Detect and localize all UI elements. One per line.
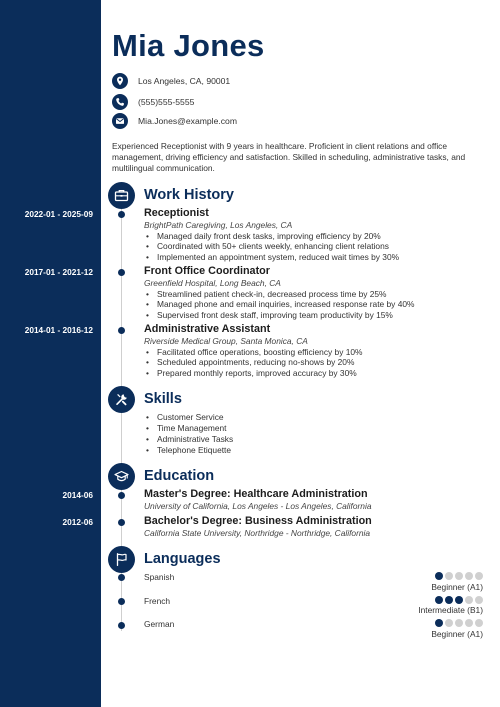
rating-dot	[465, 572, 473, 580]
map-pin-icon	[112, 73, 128, 89]
education-date: 2014-06	[62, 490, 93, 500]
job-bullets	[146, 289, 489, 322]
job-company: BrightPath Caregiving, Los Angeles, CA	[144, 220, 293, 230]
phone-text: (555)555-5555	[138, 97, 195, 107]
rating-dot	[435, 596, 443, 604]
language-level: Beginner (A1)	[431, 582, 483, 592]
timeline-dot	[118, 269, 125, 276]
work-date: 2017-01 - 2021-12	[24, 267, 93, 277]
language-level: Beginner (A1)	[431, 629, 483, 639]
list-item: • Implemented an appointment system, reduced wait times by 30%	[146, 252, 489, 263]
skill-item: • Telephone Etiquette	[146, 445, 489, 456]
rating-dot	[455, 619, 463, 627]
rating-dot	[475, 596, 483, 604]
job-title: Front Office Coordinator	[144, 265, 270, 277]
degree-title: Bachelor's Degree: Business Administration	[144, 515, 372, 527]
graduation-cap-icon	[108, 463, 135, 490]
language-rating	[435, 596, 483, 604]
work-date: 2014-01 - 2016-12	[24, 325, 93, 335]
degree-title: Master's Degree: Healthcare Administration	[144, 488, 368, 500]
work-entry	[144, 207, 489, 263]
briefcase-icon	[108, 182, 135, 209]
rating-dot	[475, 619, 483, 627]
section-title-education: Education	[144, 468, 215, 484]
timeline-dot	[118, 598, 125, 605]
skill-item: • Customer Service	[146, 412, 489, 423]
rating-dot	[435, 619, 443, 627]
list-item: • Coordinated with 50+ clients weekly, enhancing client relations	[146, 241, 489, 252]
skill-item: • Time Management	[146, 423, 489, 434]
section-title-work-history: Work History	[144, 187, 234, 203]
job-title: Receptionist	[144, 207, 209, 219]
language-name: German	[144, 619, 175, 629]
rating-dot	[455, 596, 463, 604]
list-item: • Supervised front desk staff, improving team productivity by 15%	[146, 310, 489, 321]
job-title: Administrative Assistant	[144, 323, 271, 335]
contact-email	[112, 113, 237, 129]
tools-icon	[108, 386, 135, 413]
language-level: Intermediate (B1)	[418, 605, 483, 615]
rating-dot	[445, 572, 453, 580]
contact-address	[112, 73, 230, 89]
list-item: • Scheduled appointments, reducing no-shows by 20%	[146, 357, 489, 368]
rating-dot	[475, 572, 483, 580]
rating-dot	[455, 572, 463, 580]
job-company: Riverside Medical Group, Santa Monica, CA	[144, 336, 308, 346]
profile-summary: Experienced Receptionist with 9 years in healthcare. Proficient in client relations and office management, driving efficiency and satisfaction. Skilled in scheduling, administrative tasks, and multilingual communication.	[112, 141, 466, 173]
list-item: • Streamlined patient check-in, decreased process time by 25%	[146, 289, 489, 300]
email-link[interactable]: Mia.Jones@example.com	[138, 116, 237, 126]
envelope-icon	[112, 113, 128, 129]
school-name: University of California, Los Angeles - Los Angeles, California	[144, 501, 372, 511]
rating-dot	[465, 619, 473, 627]
section-title-languages: Languages	[144, 551, 221, 567]
education-entry	[144, 515, 489, 539]
education-date: 2012-06	[62, 517, 93, 527]
education-entry	[144, 488, 489, 512]
timeline-dot	[118, 492, 125, 499]
list-item: • Facilitated office operations, boosting efficiency by 10%	[146, 347, 489, 358]
work-date: 2022-01 - 2025-09	[24, 209, 93, 219]
job-bullets	[146, 231, 489, 264]
list-item: • Managed phone and email inquiries, increased response rate by 40%	[146, 299, 489, 310]
candidate-name: Mia Jones	[112, 28, 265, 63]
sidebar	[0, 0, 101, 707]
school-name: California State University, Northridge - Northridge, California	[144, 528, 371, 538]
timeline-dot	[118, 574, 125, 581]
timeline-dot	[118, 327, 125, 334]
rating-dot	[445, 596, 453, 604]
timeline-dot	[118, 622, 125, 629]
rating-dot	[465, 596, 473, 604]
rating-dot	[445, 619, 453, 627]
language-rating	[435, 572, 483, 580]
skill-item: • Administrative Tasks	[146, 434, 489, 445]
job-company: Greenfield Hospital, Long Beach, CA	[144, 278, 281, 288]
section-title-skills: Skills	[144, 391, 182, 407]
rating-dot	[435, 572, 443, 580]
job-bullets	[146, 347, 489, 380]
phone-icon	[112, 94, 128, 110]
list-item: • Managed daily front desk tasks, improving efficiency by 20%	[146, 231, 489, 242]
address-text: Los Angeles, CA, 90001	[138, 76, 231, 86]
language-name: Spanish	[144, 572, 175, 582]
work-entry	[144, 265, 489, 321]
timeline-dot	[118, 211, 125, 218]
skills-list	[144, 412, 489, 456]
work-entry	[144, 323, 489, 379]
language-name: French	[144, 596, 171, 606]
contact-phone	[112, 94, 194, 110]
list-item: • Prepared monthly reports, improved accuracy by 30%	[146, 368, 489, 379]
timeline-dot	[118, 519, 125, 526]
flag-icon	[108, 546, 135, 573]
language-rating	[435, 619, 483, 627]
